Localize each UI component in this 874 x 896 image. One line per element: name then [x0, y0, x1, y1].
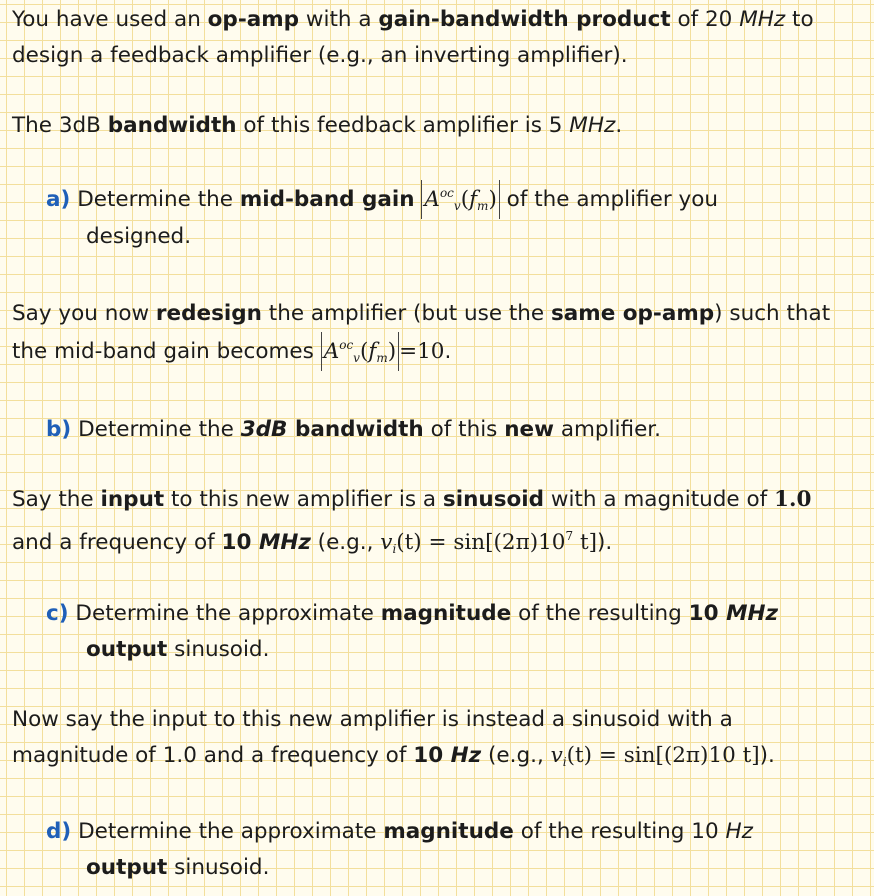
text: m [477, 199, 489, 213]
text: the mid-band gain becomes [12, 339, 321, 364]
text: v [353, 351, 360, 365]
text: with a [299, 7, 379, 32]
text: MHz [569, 113, 616, 138]
text: magnitude [380, 601, 512, 626]
text: 10 [413, 743, 451, 768]
text: of 20 [670, 7, 740, 32]
text: new [504, 417, 554, 442]
input-expression [551, 743, 760, 768]
text: 7 [565, 529, 574, 543]
text: of the amplifier you [499, 187, 718, 212]
text: Say the [12, 487, 101, 512]
input-expression [380, 530, 597, 555]
text: You have used an [12, 7, 208, 32]
text: sinusoid. [167, 637, 270, 662]
text: 10 [221, 530, 259, 555]
text: (t) = sin[(2π)10 t] [566, 743, 760, 768]
text: m [376, 351, 388, 365]
text: Determine the [77, 187, 240, 212]
text: . [615, 113, 623, 138]
text: of the resulting [511, 601, 689, 626]
text: v [380, 530, 393, 555]
text: redesign [155, 301, 262, 326]
gain-expression: $A^{oc}_v(f_m)$ [421, 180, 499, 219]
text: t] [573, 530, 597, 555]
text: . [444, 339, 452, 364]
text: same op-amp [551, 301, 715, 326]
text: magnitude [383, 819, 514, 844]
bandwidth-statement [12, 108, 622, 144]
text: v [550, 743, 563, 768]
question-label: a) [46, 187, 71, 212]
text: A [424, 187, 440, 212]
text: magnitude of 1.0 and a frequency of [12, 743, 414, 768]
text: (t) = sin[(2π)10 [396, 530, 566, 555]
text: =10 [399, 339, 445, 364]
text: bandwidth [287, 417, 424, 442]
text: output [86, 637, 168, 662]
text: oc [339, 338, 354, 352]
text: i [392, 542, 397, 556]
text: 3dB [240, 417, 288, 442]
text: 1.0 [774, 487, 812, 512]
text: mid-band gain [239, 187, 415, 212]
text: of the resulting 10 [513, 819, 726, 844]
text: Determine the [78, 417, 241, 442]
text: ). [596, 530, 613, 555]
text: i [562, 755, 567, 769]
text: of this [423, 417, 505, 442]
text: sinusoid [442, 487, 545, 512]
question-b [46, 412, 661, 448]
question-d [46, 814, 753, 886]
text: to this new amplifier is a [164, 487, 443, 512]
text: The 3dB [12, 113, 108, 138]
text: oc [439, 186, 454, 200]
text: and a frequency of [12, 530, 222, 555]
text: output [86, 855, 168, 880]
text: 10 [688, 601, 727, 626]
text: sinusoid. [167, 855, 270, 880]
question-c [46, 596, 778, 668]
text: op-amp [207, 7, 300, 32]
text: (e.g., [310, 530, 381, 555]
text: (e.g., [481, 743, 551, 768]
text: ) such that [714, 301, 831, 326]
text: with a magnitude of [544, 487, 775, 512]
text: v [453, 199, 461, 213]
text: input [100, 487, 165, 512]
text: Say you now [12, 301, 156, 326]
text: design a feedback amplifier (e.g., an inverting amplifier). [12, 43, 628, 68]
text: to [785, 7, 814, 32]
text: MHz [739, 7, 786, 32]
text: amplifier. [553, 417, 662, 442]
text: ). [759, 743, 775, 768]
text: Determine the approximate [75, 601, 381, 626]
input-10mhz-paragraph [12, 482, 811, 567]
question-label: b) [46, 417, 72, 442]
text: designed. [86, 224, 192, 249]
intro-paragraph [12, 2, 814, 74]
text: Now say the input to this new amplifier is instead a sinusoid with a [12, 707, 733, 732]
redesign-paragraph [12, 296, 830, 371]
text: Hz [450, 743, 482, 768]
text: A [323, 339, 340, 364]
text: bandwidth [107, 113, 237, 138]
text: of this feedback amplifier is 5 [236, 113, 570, 138]
text: gain-bandwidth product [378, 7, 671, 32]
text: the amplifier (but use the [261, 301, 551, 326]
text: f [368, 339, 377, 364]
input-10hz-paragraph [12, 702, 775, 780]
question-a [46, 180, 718, 255]
text: f [469, 187, 478, 212]
text: MHz [258, 530, 311, 555]
question-label: c) [46, 601, 69, 626]
text: MHz [726, 601, 778, 626]
text: Hz [725, 819, 753, 844]
question-label: d) [46, 819, 72, 844]
text: Determine the approximate [78, 819, 384, 844]
gain-expression: $A^{oc}_v(f_m)$ [321, 332, 399, 371]
